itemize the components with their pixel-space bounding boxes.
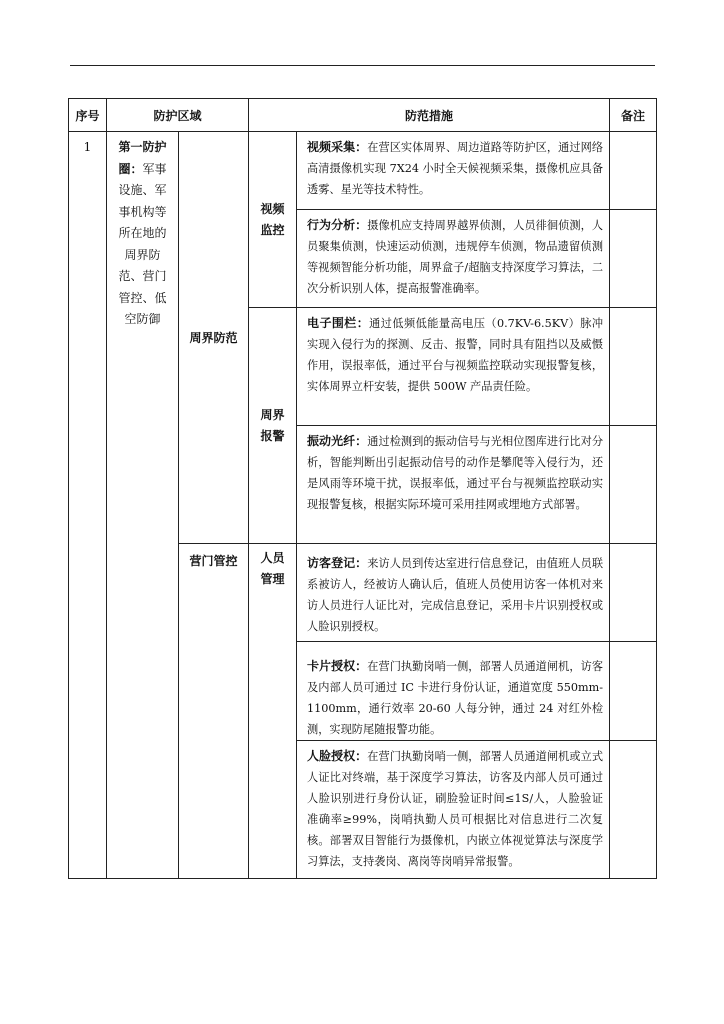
area-title: 第一防护圈：: [118, 140, 167, 176]
measure-text: 在营门执勤岗哨一侧，部署人员通道闸机，访客及内部人员可通过 IC 卡进行身份认证，通道宽度 550mm-1100mm，通行效率 20-60 人每分钟，通过 24 对红外检测，实现防尾随报警功能。: [307, 660, 604, 736]
subzone-perimeter-alarm-label: 周界报警: [260, 407, 285, 443]
measure-electronic-fence: [297, 308, 610, 426]
note-cell: [610, 741, 657, 879]
note-cell: [610, 426, 657, 544]
measure-title: 振动光纤：: [307, 434, 368, 448]
col-area-header: 防护区域: [107, 99, 249, 132]
measure-text: 通过低频低能量高电压（0.7KV-6.5KV）脉冲实现入侵行为的探测、反击、报警，同时具有阻挡以及威慑作用，误报率低，通过平台与视频监控联动实现报警复核，实体周界立杆安装，提供 500W 产品责任险。: [307, 317, 604, 393]
subzone-personnel-label: 人员管理: [260, 551, 285, 586]
col-note-header: 备注: [610, 99, 657, 132]
zone-perimeter: 周界防范: [179, 132, 249, 544]
table-row: [69, 132, 657, 210]
measure-title: 电子围栏：: [307, 316, 370, 330]
measure-visitor-registration: [297, 544, 610, 642]
table-header-row: [69, 99, 657, 132]
measure-behavior-analysis: [297, 210, 610, 308]
note-cell: [610, 132, 657, 210]
area-description: 军事设施、军事机构等所在地的周界防范、营门管控、低空防御: [118, 161, 167, 326]
measure-vibration-fiber: [297, 426, 610, 544]
subzone-perimeter-alarm: [249, 308, 297, 544]
note-cell: [610, 544, 657, 642]
subzone-video: [249, 132, 297, 308]
measure-title: 卡片授权：: [307, 659, 368, 673]
measure-text: 在营区实体周界、周边道路等防护区，通过网络高清摄像机实现 7X24 小时全天候视频采集，摄像机应具备透雾、星光等技术特性。: [307, 141, 604, 196]
measure-title: 视频采集：: [307, 140, 368, 154]
protection-area: [107, 132, 179, 879]
zone-gate: 营门管控: [179, 544, 249, 879]
measure-text: 来访人员到传达室进行信息登记，由值班人员联系被访人，经被访人确认后，值班人员使用访客一体机对来访人员进行人证比对，完成信息登记，采用卡片识别授权或人脸识别授权。: [307, 557, 604, 633]
serial-number: 1: [69, 132, 107, 879]
measure-title: 行为分析：: [307, 218, 368, 232]
measure-text: 在营门执勤岗哨一侧，部署人员通道闸机或立式人证比对终端，基于深度学习算法，访客及内部人员可通过人脸识别进行身份认证，刷脸验证时间≤1S/人，人脸验证准确率≥99%，岗哨执勤人员可根据比对信息进行二次复核。部署双目智能行为摄像机，内嵌立体视觉算法与深度学习算法，支持袭岗、离岗等岗哨异常报警。: [307, 750, 604, 868]
protection-table: [68, 98, 657, 879]
measure-video-capture: [297, 132, 610, 210]
measure-title: 人脸授权：: [307, 749, 368, 763]
note-cell: [610, 210, 657, 308]
header-rule: [70, 65, 655, 66]
subzone-personnel: [249, 544, 297, 879]
measure-title: 访客登记：: [307, 556, 368, 570]
measure-text: 摄像机应支持周界越界侦测，人员徘徊侦测，人员聚集侦测，快速运动侦测，违规停车侦测，物品遗留侦测等视频智能分析功能，周界盒子/超脑支持深度学习算法，二次分析识别人体，提高报警准确率。: [307, 219, 604, 295]
measure-face-authorization: [297, 741, 610, 879]
note-cell: [610, 308, 657, 426]
note-cell: [610, 642, 657, 741]
col-measures-header: 防范措施: [249, 99, 610, 132]
measure-card-authorization: [297, 642, 610, 741]
col-serial-header: 序号: [69, 99, 107, 132]
measure-text: 通过检测到的振动信号与光相位图库进行比对分析，智能判断出引起振动信号的动作是攀爬等入侵行为，还是风雨等环境干扰，误报率低，通过平台与视频监控联动实现报警复核，根据实际环境可采用挂网或埋地方式部署。: [307, 435, 604, 511]
subzone-video-label: 视频监控: [260, 201, 285, 237]
